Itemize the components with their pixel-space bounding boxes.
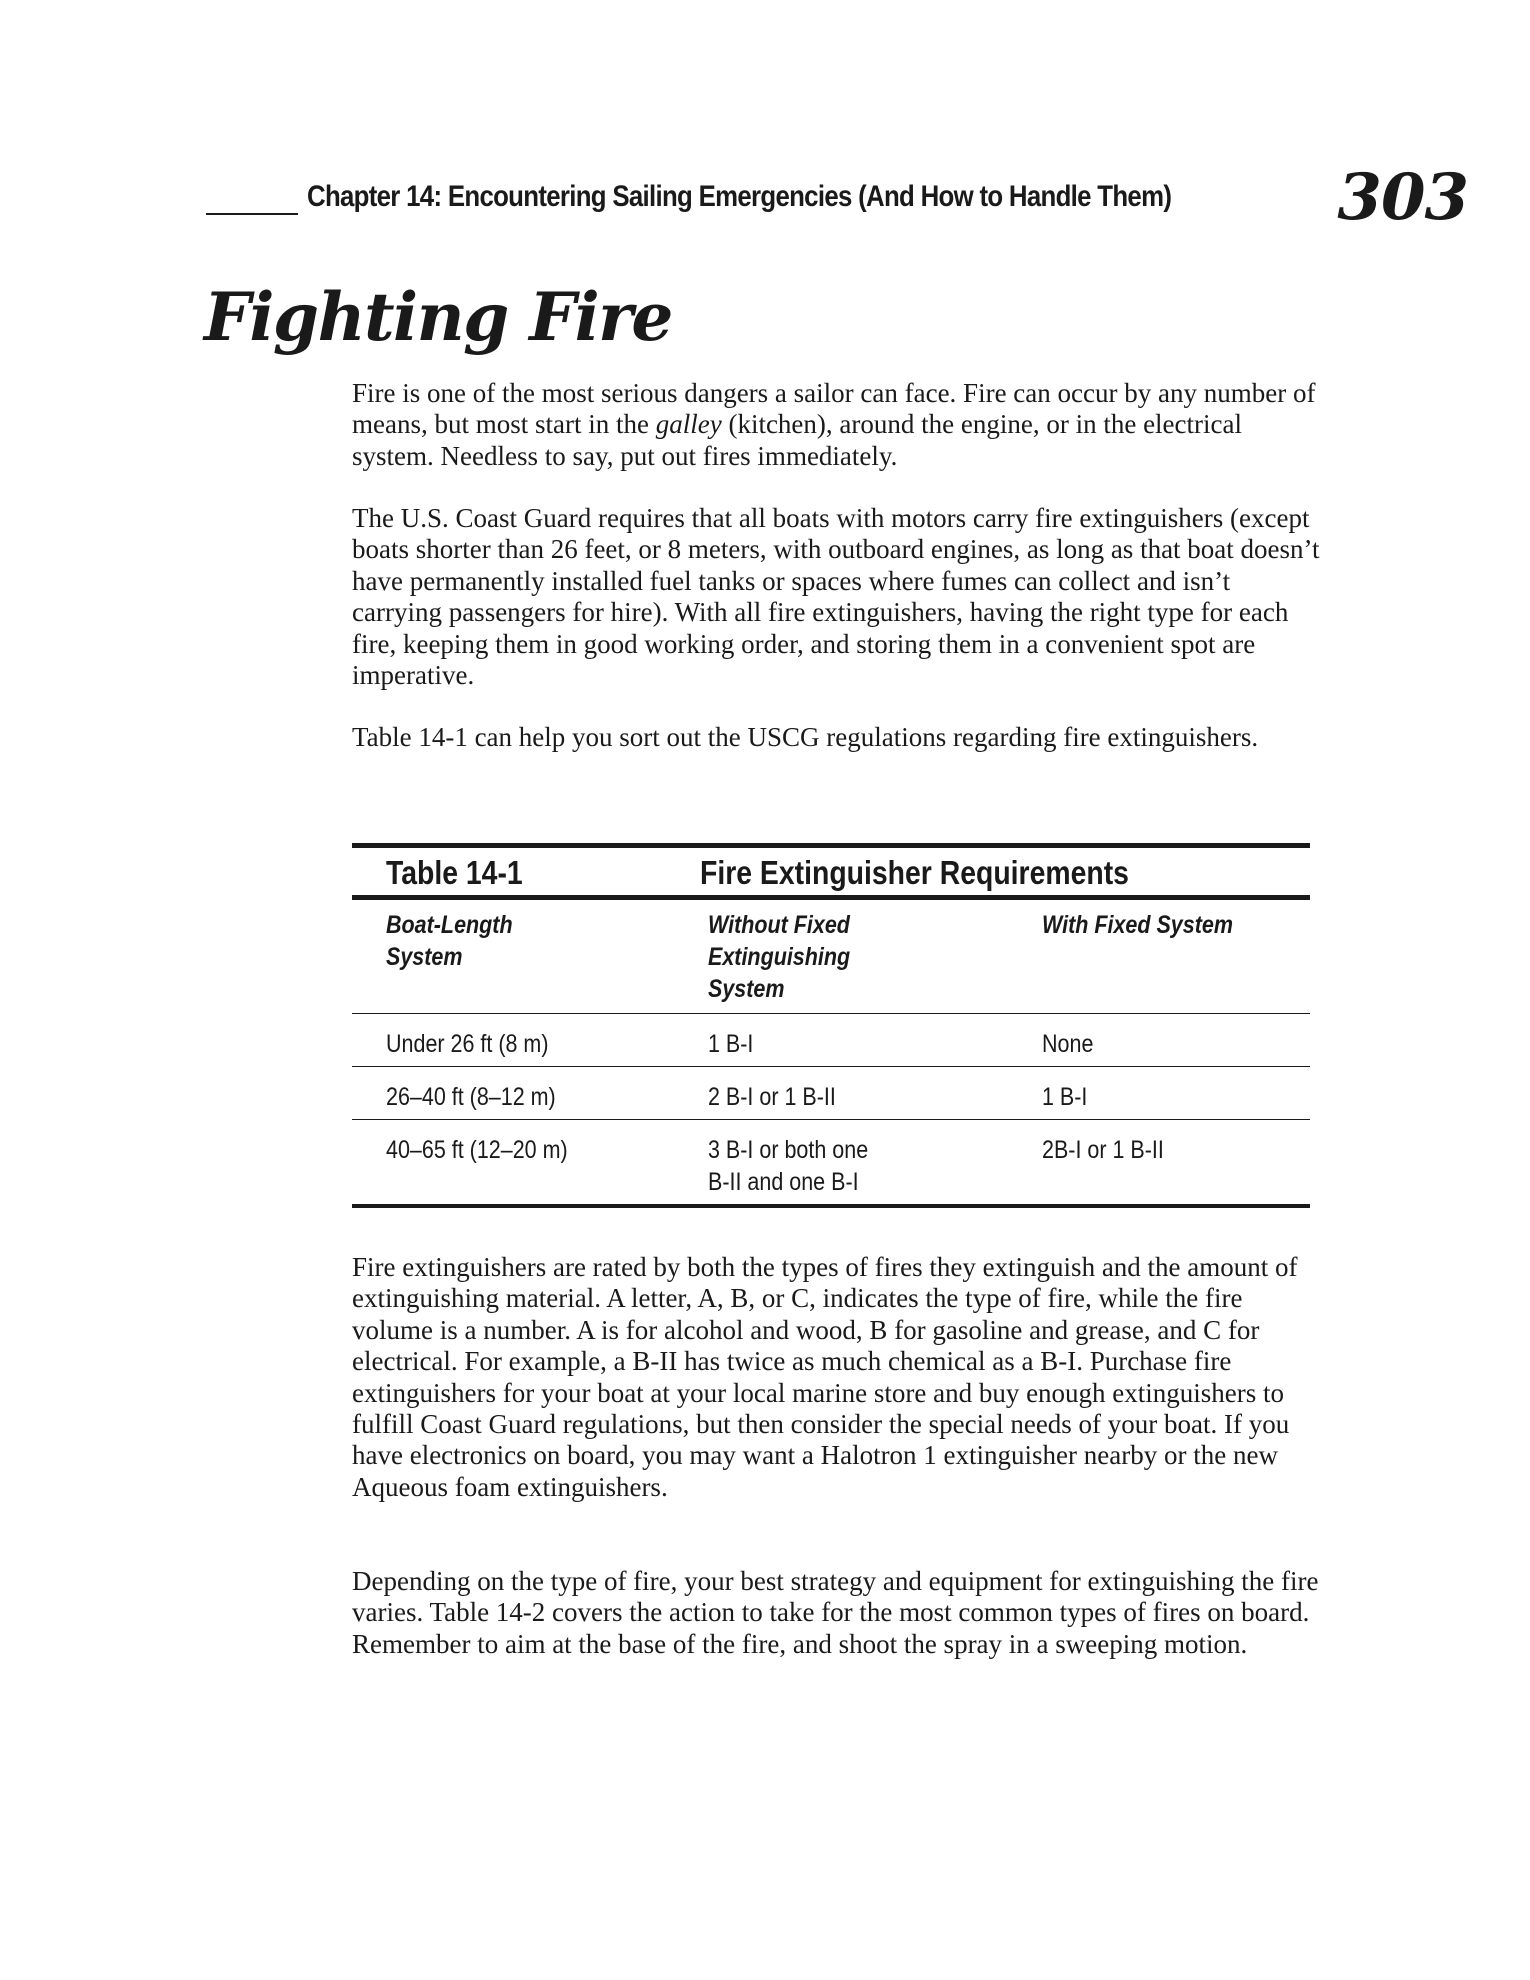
cell-text: 26–40 ft (8–12 m) — [386, 1083, 556, 1111]
paragraph-intro-text-a: Fire is one of the most serious dangers a sailor can face. Fire can occur by any number of means, but most start in the — [352, 378, 1316, 440]
table-cell — [352, 1067, 708, 1120]
table-title: Fire Extinguisher Requirements — [700, 854, 1129, 891]
header-rule — [206, 213, 298, 215]
table-row — [352, 1120, 1310, 1207]
cell-text: 3 B-I or both one — [708, 1136, 869, 1164]
column-header-line: Extinguishing — [708, 943, 851, 971]
table-cell — [1042, 1120, 1310, 1207]
table-row — [352, 1014, 1310, 1067]
cell-text: 2 B-I or 1 B-II — [708, 1083, 836, 1111]
page-number: 303 — [1337, 160, 1468, 235]
paragraph-strategy — [352, 1566, 1322, 1660]
column-header-line: System — [708, 975, 785, 1003]
table-row — [352, 1067, 1310, 1120]
paragraph-table-reference-text: Table 14-1 can help you sort out the USCG regulations regarding fire extinguishers. — [352, 722, 1259, 752]
cell-text: 1 B-I — [708, 1030, 754, 1058]
cell-text: 2B-I or 1 B-II — [1042, 1136, 1164, 1164]
paragraph-intro-text-b: (kitchen), around the engine, or in the electrical system. Needless to say, put out fires immediately. — [352, 409, 1242, 471]
table-cell — [708, 1014, 1042, 1067]
cell-text: 1 B-I — [1042, 1083, 1088, 1111]
column-header-line: Without Fixed — [708, 911, 850, 939]
column-header-line: With Fixed System — [1042, 911, 1233, 939]
running-header — [206, 150, 1468, 240]
fire-extinguisher-table — [352, 843, 1310, 1208]
paragraph-intro — [352, 378, 1322, 472]
cell-text: B-II and one B-I — [708, 1168, 859, 1196]
paragraph-ratings-text: Fire extinguishers are rated by both the types of fires they extinguish and the amount of extinguishing material. A letter, A, B, or C, indicates the type of fire, while the fire volume is a number. A is for alcohol and wood, B for gasoline and grease, and C for electrical. For example, a B-II has twice as much chemical as a B-I. Purchase fire extinguishers for your boat at your local marine store and buy enough extinguishers to fulfill Coast Guard regulations, but then consider the special needs of your boat. If you have electronics on board, you may want a Halotron 1 extinguisher nearby or the new Aqueous foam extinguishers. — [352, 1252, 1298, 1502]
table-cell — [352, 1014, 708, 1067]
column-header-with-fixed — [1042, 900, 1310, 1014]
section-title: Fighting Fire — [204, 278, 672, 356]
table-caption — [352, 848, 1310, 900]
table-cell — [1042, 1067, 1310, 1120]
galley-term: galley — [655, 409, 722, 440]
paragraph-table-reference — [352, 722, 1322, 753]
paragraph-coast-guard — [352, 503, 1322, 691]
cell-text: 40–65 ft (12–20 m) — [386, 1136, 568, 1164]
paragraph-ratings — [352, 1252, 1322, 1503]
table-number: Table 14-1 — [386, 854, 523, 891]
requirements-table — [352, 900, 1310, 1208]
column-header-line: System — [386, 943, 463, 971]
column-header-boat-length — [352, 900, 708, 1014]
cell-text: Under 26 ft (8 m) — [386, 1030, 549, 1058]
table-cell — [708, 1120, 1042, 1207]
table-header-row — [352, 900, 1310, 1014]
column-header-without-fixed — [708, 900, 1042, 1014]
table-cell — [1042, 1014, 1310, 1067]
table-cell — [352, 1120, 708, 1207]
chapter-title: Chapter 14: Encountering Sailing Emergencies (And How to Handle Them) — [307, 180, 1172, 213]
table-cell — [708, 1067, 1042, 1120]
column-header-line: Boat-Length — [386, 911, 513, 939]
paragraph-strategy-text: Depending on the type of fire, your best strategy and equipment for extinguishing the fire varies. Table 14-2 covers the action to take for the most common types of fires on board. Remember to aim at the base of the fire, and shoot the spray in a sweeping motion. — [352, 1566, 1319, 1659]
paragraph-coast-guard-text: The U.S. Coast Guard requires that all boats with motors carry fire extinguishers (except boats shorter than 26 feet, or 8 meters, with outboard engines, as long as that boat doesn’t have permanently installed fuel tanks or spaces where fumes can collect and isn’t carrying passengers for hire). With all fire extinguishers, having the right type for each fire, keeping them in good working order, and storing them in a convenient spot are imperative. — [352, 503, 1320, 691]
cell-text: None — [1042, 1030, 1094, 1058]
